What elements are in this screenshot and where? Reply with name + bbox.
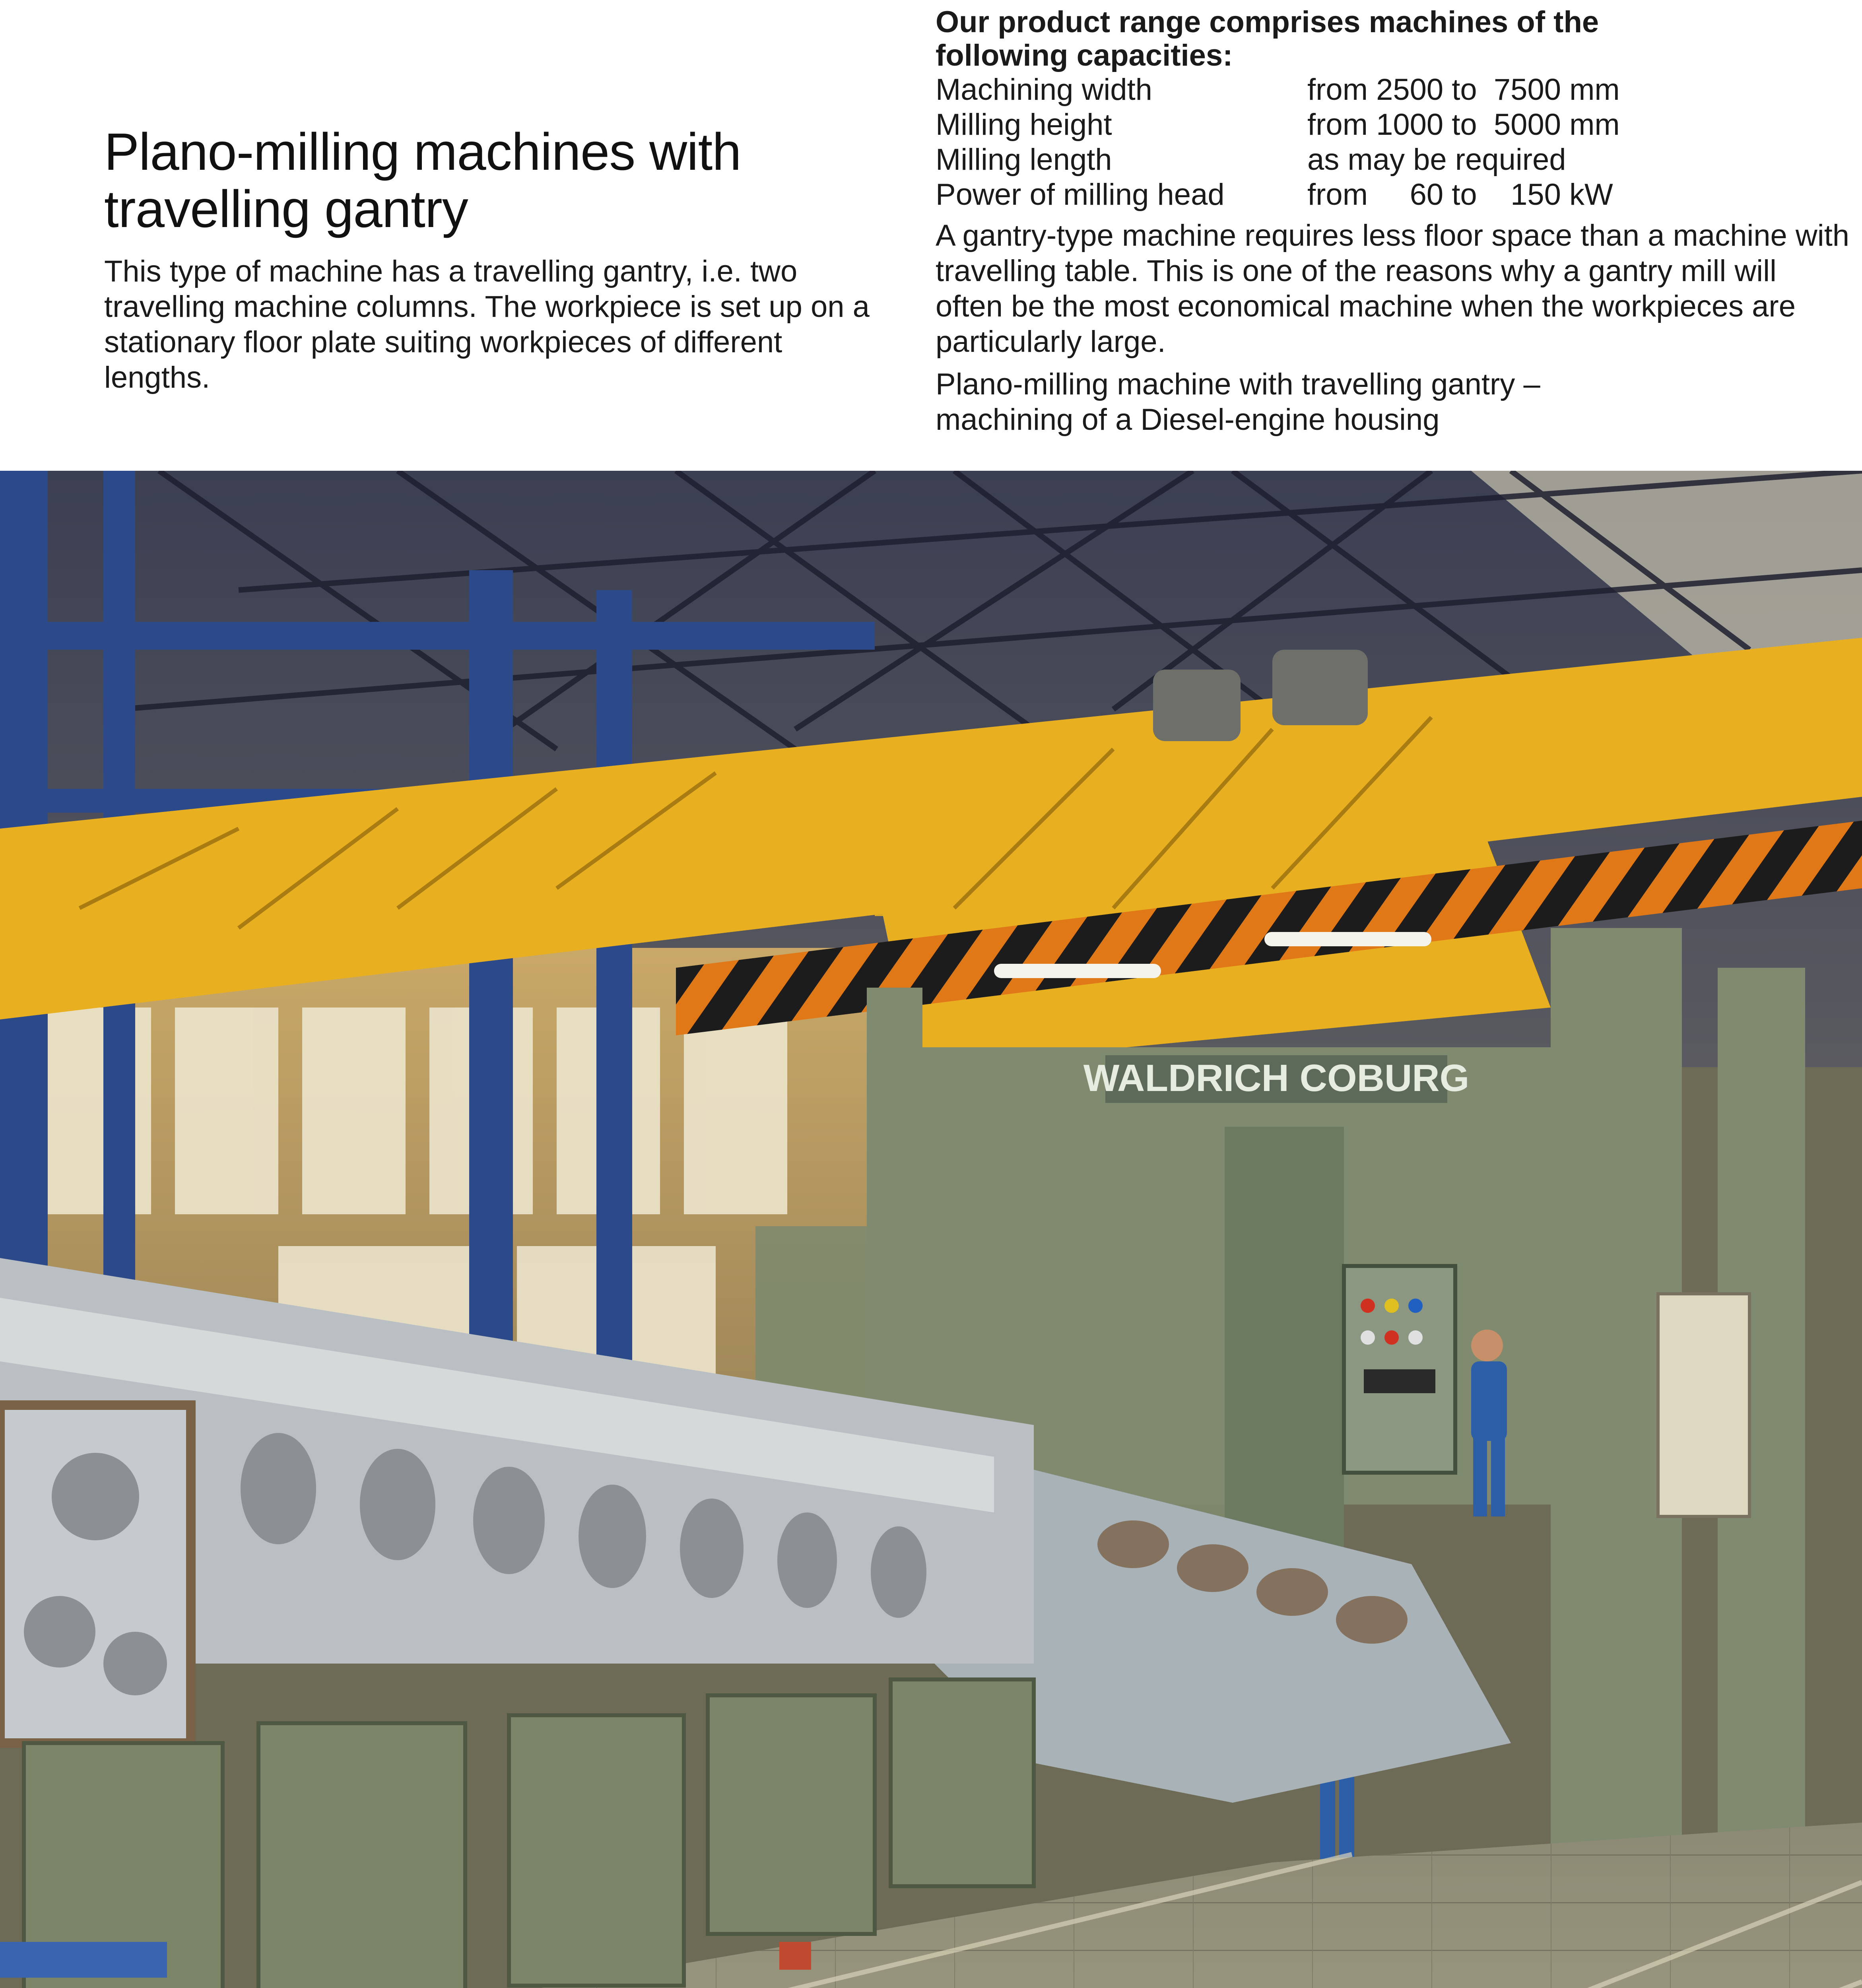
- photo-caption-line-2: machining of a Diesel-engine housing: [936, 403, 1440, 437]
- page-title-line-1: Plano-milling machines with: [104, 122, 741, 181]
- capacity-label: Power of milling head: [936, 178, 1225, 212]
- capacity-row: [936, 72, 1620, 107]
- capacity-value: from 60 to 150 kW: [1307, 178, 1613, 212]
- electrical-cabinet: [1658, 1294, 1749, 1516]
- factory-illustration: [0, 471, 1862, 1988]
- capacity-table: [936, 72, 1620, 212]
- capacity-label: Milling height: [936, 108, 1112, 142]
- capacity-value: from 1000 to 5000 mm: [1307, 108, 1620, 142]
- blue-rail: [0, 1942, 167, 1978]
- photo-caption-line-1: Plano-milling machine with travelling gantry –: [936, 367, 1540, 401]
- left-column: [104, 123, 883, 395]
- range-heading-line-2: following capacities:: [936, 39, 1233, 72]
- factory-photo: [0, 471, 1862, 1988]
- range-heading-line-1: Our product range comprises machines of the: [936, 5, 1599, 39]
- capacity-row: [936, 177, 1620, 212]
- photo-caption: [936, 367, 1850, 437]
- page-title: [104, 123, 883, 238]
- range-heading: [936, 6, 1850, 72]
- gantry-description: A gantry-type machine requires less floor space than a machine with travelling table. This is one of the reasons why a gantry mill will often be the most economical machine when the workpieces are particularly large.: [936, 219, 1850, 359]
- capacity-label: Machining width: [936, 73, 1152, 107]
- capacity-value: as may be required: [1307, 143, 1566, 177]
- capacity-row: [936, 107, 1620, 142]
- intro-paragraph: This type of machine has a travelling gantry, i.e. two travelling machine columns. The workpiece is set up on a stationary floor plate suiting workpieces of different lengths.: [104, 254, 870, 394]
- brand-sign: WALDRICH COBURG: [1083, 1057, 1470, 1099]
- right-column: [936, 6, 1850, 437]
- capacity-value: from 2500 to 7500 mm: [1307, 73, 1620, 107]
- page-title-line-2: travelling gantry: [104, 180, 468, 238]
- capacity-row: [936, 142, 1620, 177]
- capacity-label: Milling length: [936, 143, 1112, 177]
